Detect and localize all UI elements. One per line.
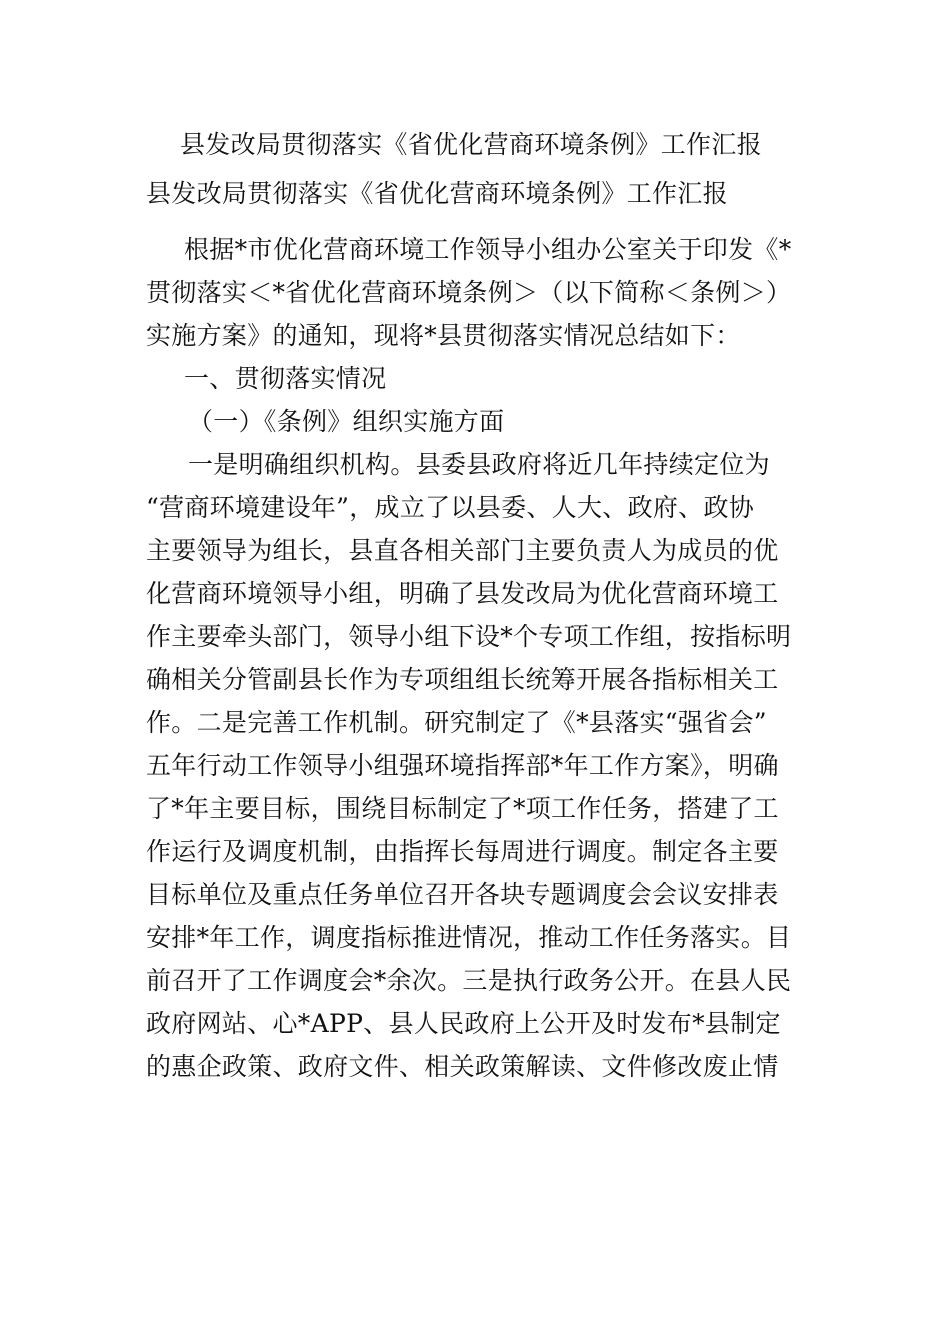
intro-paragraph — [146, 235, 812, 351]
paragraph-line: 了*年主要目标，围绕目标制定了*项工作任务，搭建了工 — [146, 794, 779, 823]
paragraph-line: 的惠企政策、政府文件、相关政策解读、文件修改废止情 — [146, 1052, 779, 1081]
paragraph-line: 安排*年工作，调度指标推进情况，推动工作任务落实。目 — [146, 923, 792, 952]
subsection-heading: （一）《条例》组织实施方面 — [188, 407, 505, 436]
paragraph-line: “营商环境建设年”，成立了以县委、人大、政府、政协 — [146, 493, 755, 522]
paragraph-line: 贯彻落实＜*省优化营商环境条例＞（以下简称＜条例＞） — [146, 278, 792, 307]
section-heading: 一、贯彻落实情况 — [184, 364, 387, 393]
paragraph-line: 前召开了工作调度会*余次。三是执行政务公开。在县人民 — [146, 966, 792, 995]
paragraph-line: 一是明确组织机构。县委县政府将近几年持续定位为 — [188, 450, 770, 479]
paragraph-line: 作。二是完善工作机制。研究制定了《*县落实“强省会” — [146, 708, 767, 737]
paragraph-line: 主要领导为组长，县直各相关部门主要负责人为成员的优 — [146, 536, 779, 565]
paragraph-line: 政府网站、心*APP、县人民政府上公开及时发布*县制定 — [146, 1009, 781, 1038]
document-subtitle: 县发改局贯彻落实《省优化营商环境条例》工作汇报 — [146, 179, 728, 208]
paragraph-line: 确相关分管副县长作为专项组组长统筹开展各指标相关工 — [146, 665, 779, 694]
paragraph-line: 实施方案》的通知，现将*县贯彻落实情况总结如下： — [146, 321, 741, 350]
document-page — [146, 130, 812, 1082]
paragraph-line: 作主要牵头部门，领导小组下设*个专项工作组，按指标明 — [146, 622, 792, 651]
body-paragraph — [146, 450, 812, 1082]
paragraph-line: 根据*市优化营商环境工作领导小组办公室关于印发《* — [184, 235, 792, 264]
paragraph-line: 五年行动工作领导小组强环境指挥部*年工作方案》，明确 — [146, 751, 779, 780]
paragraph-line: 目标单位及重点任务单位召开各块专题调度会会议安排表 — [146, 880, 779, 909]
paragraph-line: 作运行及调度机制，由指挥长每周进行调度。制定各主要 — [146, 837, 779, 866]
document-title: 县发改局贯彻落实《省优化营商环境条例》工作汇报 — [180, 130, 762, 159]
paragraph-line: 化营商环境领导小组，明确了县发改局为优化营商环境工 — [146, 579, 779, 608]
